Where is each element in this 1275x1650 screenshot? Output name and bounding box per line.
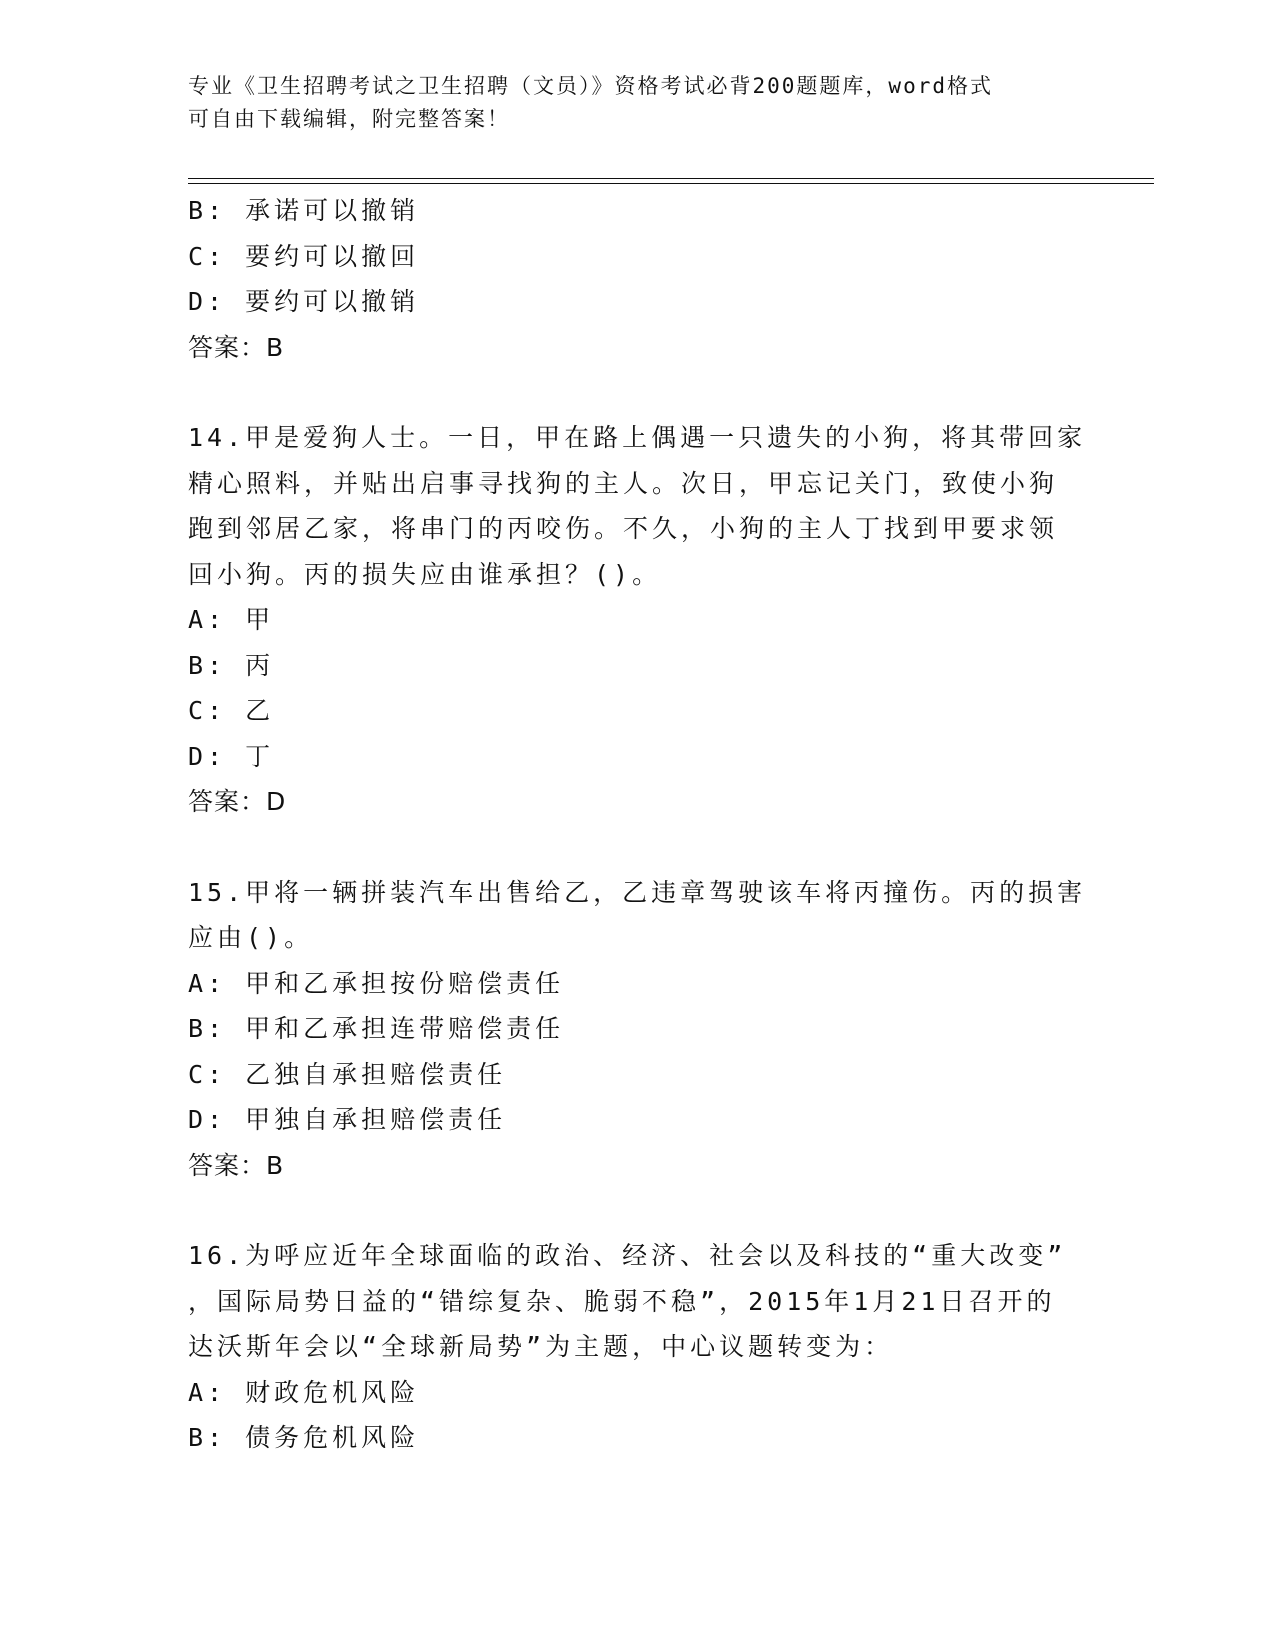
document-header <box>188 70 1068 136</box>
option-a: A: 财政危机风险 <box>188 1377 420 1407</box>
question-15 <box>188 870 1088 1189</box>
question-stem-line: 跑到邻居乙家，将串门的丙咬伤。不久，小狗的主人丁找到甲要求领 <box>188 514 1059 543</box>
question-stem-line: 精心照料，并贴出启事寻找狗的主人。次日，甲忘记关门，致使小狗 <box>188 468 1059 498</box>
answer: 答案：B <box>188 332 285 362</box>
question-stem-line: 应由()。 <box>188 923 314 952</box>
option-b: B: 承诺可以撤销 <box>188 196 420 225</box>
option-b: B: 债务危机风险 <box>188 1423 420 1452</box>
option-b: B: 甲和乙承担连带赔偿责任 <box>188 1014 565 1043</box>
option-a: A: 甲 <box>188 605 275 634</box>
option-c: C: 乙 <box>188 696 275 725</box>
answer: 答案：D <box>188 787 287 816</box>
question-13-continued <box>188 188 1088 370</box>
question-14 <box>188 415 1088 825</box>
answer: 答案：B <box>188 1150 285 1180</box>
spacer <box>188 370 1088 415</box>
question-stem-line: 达沃斯年会以“全球新局势”为主题，中心议题转变为： <box>188 1332 894 1361</box>
question-stem-line: ，国际局势日益的“错综复杂、脆弱不稳”，2015年1月21日召开的 <box>188 1286 1056 1316</box>
option-a: A: 甲和乙承担按份赔偿责任 <box>188 968 565 998</box>
question-stem-line: 15.甲将一辆拼装汽车出售给乙，乙违章驾驶该车将丙撞伤。丙的损害 <box>188 877 1087 907</box>
question-stem-line: 16.为呼应近年全球面临的政治、经济、社会以及科技的“重大改变” <box>188 1241 1067 1270</box>
header-line-1: 专业《卫生招聘考试之卫生招聘（文员）》资格考试必背200题题库，word格式 <box>188 74 993 98</box>
option-b: B: 丙 <box>188 650 275 680</box>
header-divider-top <box>188 178 1154 179</box>
header-line-2: 可自由下载编辑，附完整答案！ <box>188 107 510 131</box>
option-c: C: 乙独自承担赔偿责任 <box>188 1059 507 1089</box>
spacer <box>188 1188 1088 1233</box>
question-stem-line: 回小狗。丙的损失应由谁承担？()。 <box>188 559 662 589</box>
option-d: D: 甲独自承担赔偿责任 <box>188 1105 507 1134</box>
question-stem-line: 14.甲是爱狗人士。一日，甲在路上偶遇一只遗失的小狗，将其带回家 <box>188 423 1087 452</box>
question-list <box>188 188 1088 1461</box>
option-c: C: 要约可以撤回 <box>188 241 420 271</box>
option-d: D: 丁 <box>188 741 275 771</box>
spacer <box>188 825 1088 870</box>
option-d: D: 要约可以撤销 <box>188 287 420 316</box>
header-divider-bottom <box>188 183 1154 184</box>
question-16 <box>188 1233 1088 1461</box>
